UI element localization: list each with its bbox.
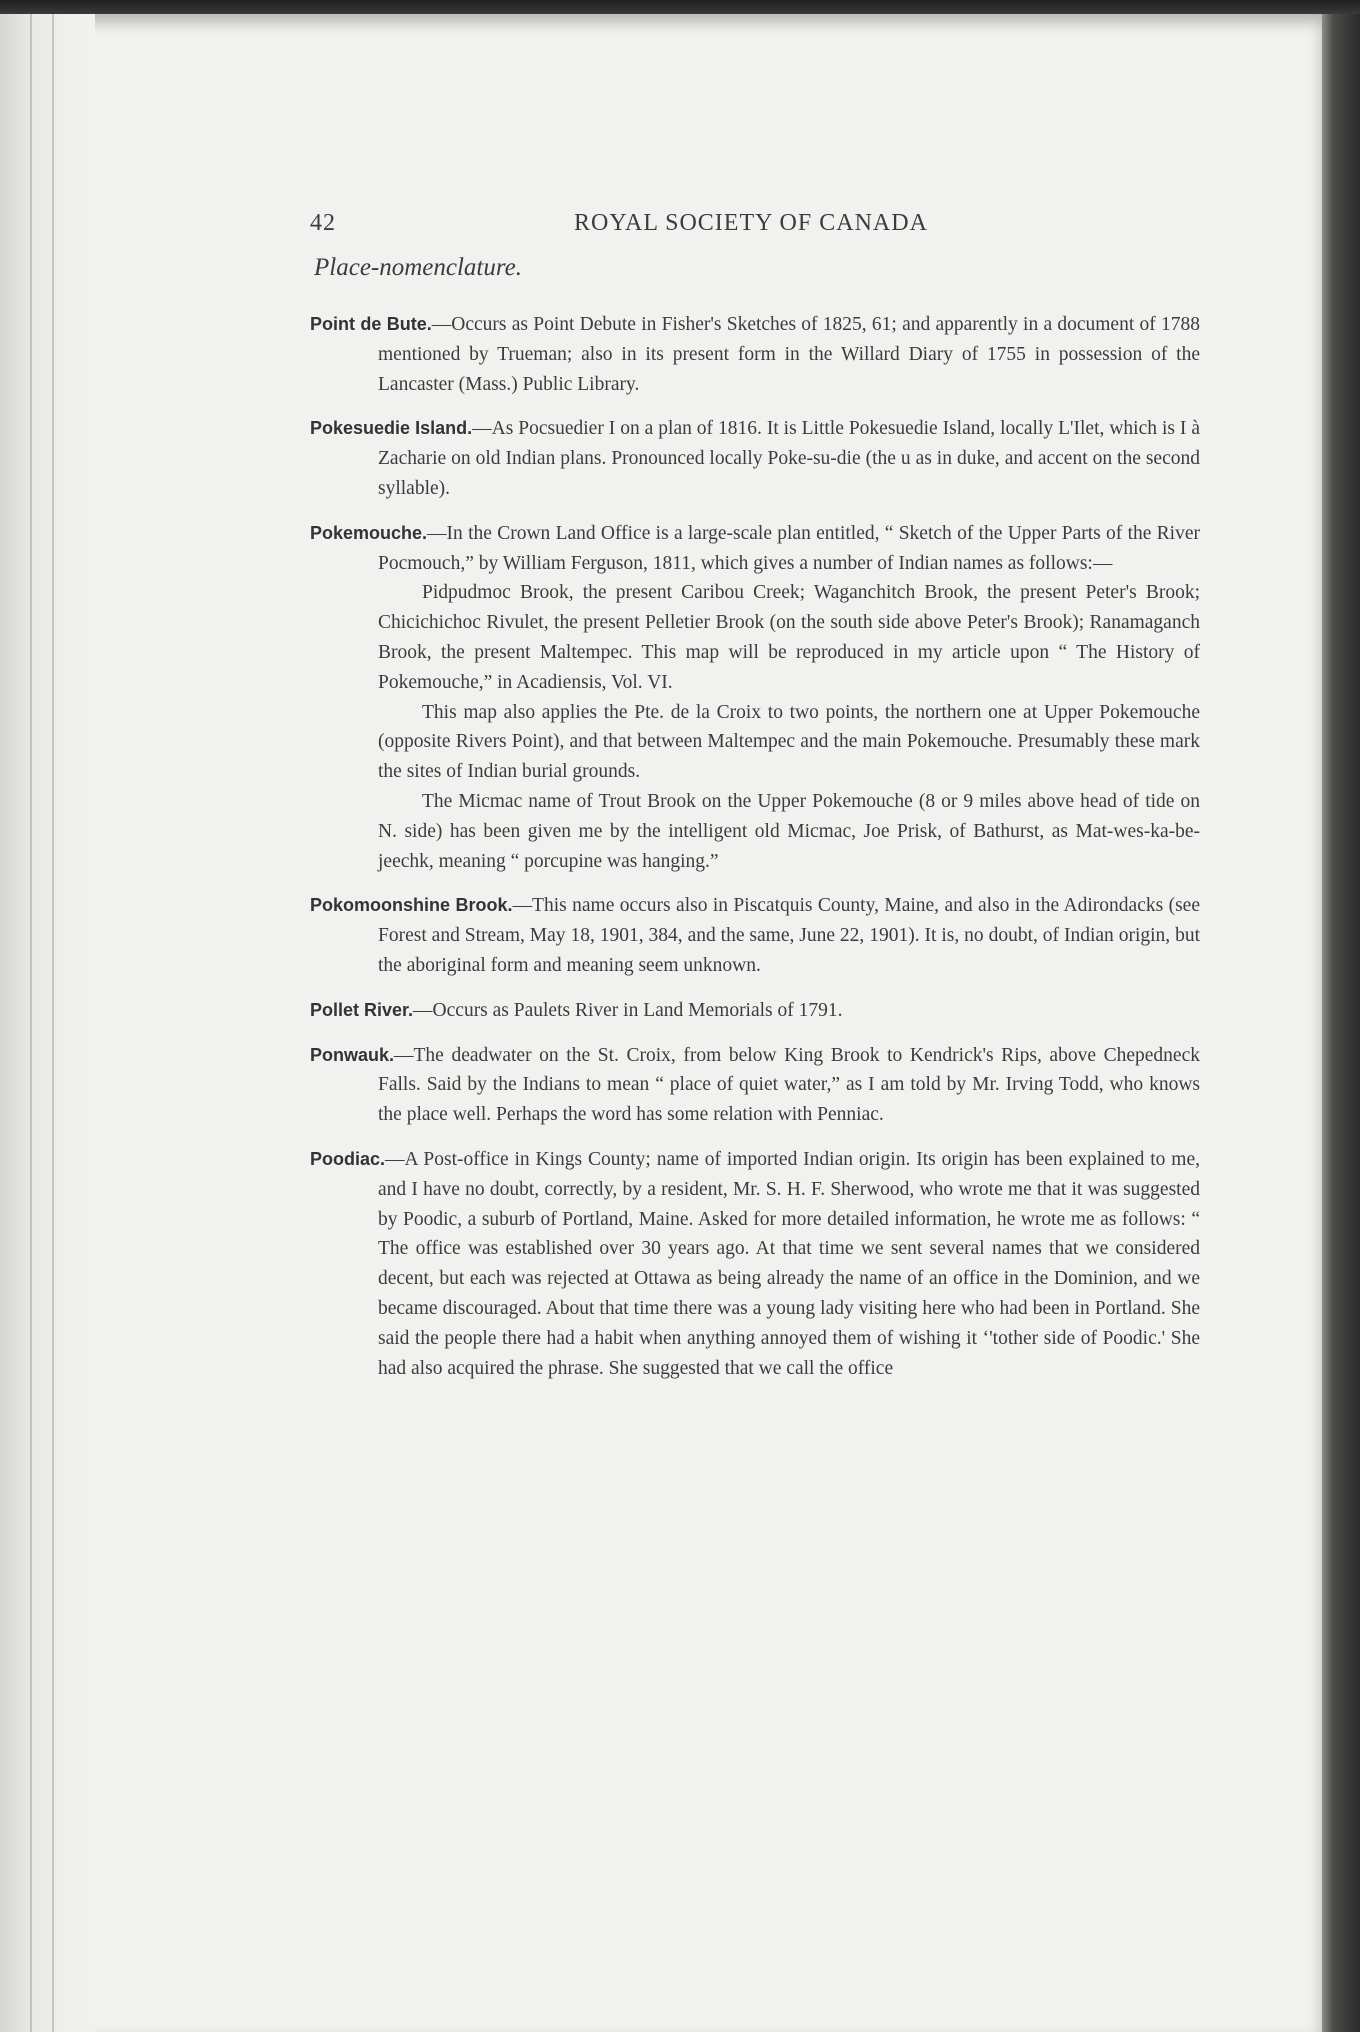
running-head [310,210,1200,250]
entry-head: Pokomoonshine Brook. [310,895,513,916]
entry-body: —In the Crown Land Office is a large-scale plan entitled, “ Sketch of the Upper Parts of the River Pocmouch,” by William Ferguson, 1811, which gives a number of Indian names as follows:— [378,522,1200,574]
entry-head: Pokesuedie Island. [310,418,473,439]
entry-pokesuedie-island [310,414,1200,503]
entry-pollet-river [310,996,1200,1026]
entry-paragraph: This map also applies the Pte. de la Croix to two points, the northern one at Upper Pokemouche (opposite Rivers Point), and that between Maltempec and the main Pokemouche. Presumably these mark the sites of Indian burial grounds. [378,701,1200,783]
entry-pokemouche [310,519,1200,579]
book-binding-gutter [0,14,95,2032]
entry-head: Point de Bute. [310,314,432,334]
entry-head: Pokemouche. [310,522,428,543]
entry-body: —As Pocsuedier I on a plan of 1816. It is Little Pokesuedie Island, locally L'Ilet, which is I à Zacharie on old Indian plans. Pronounced locally Poke-su-die (the u as in duke, and accent on the second syllable). [378,418,1200,499]
entry-body: —A Post-office in Kings County; name of imported Indian origin. Its origin has been explained to me, and I have no doubt, correctly, by a resident, Mr. S. H. F. Sherwood, who wrote me that it was suggested by Poodic, a suburb of Portland, Maine. Asked for more detailed information, he wrote me as follows: “ The office was established over 30 years ago. At that time we sent several names that we considered decent, but each was rejected at Ottawa as being already the name of an office in the Dominion, and we became discouraged. About that time there was a young lady visiting here who had been in Portland. She said the people there had a habit when anything annoyed them of wishing it ‘'tother side of Poodic.' She had also acquired the phrase. She suggested that we call the office [378,1148,1200,1379]
running-title: ROYAL SOCIETY OF CANADA [574,210,928,236]
entry-paragraph: Pidpudmoc Brook, the present Caribou Creek; Waganchitch Brook, the present Peter's Brook; Chicichichoc Rivulet, the present Pelletier Brook (on the south side above Peter's Brook); Ranamaganch Brook, the present Maltempec. This map will be reproduced in my article upon “ The History of Pokemouche,” in Acadiensis, Vol. VI. [378,582,1200,693]
entry-body: —The deadwater on the St. Croix, from below King Brook to Kendrick's Rips, above Chepedneck Falls. Said by the Indians to mean “ place of quiet water,” as I am told by Mr. Irving Todd, who knows the place well. Perhaps the word has some relation with Penniac. [378,1044,1200,1126]
binding-edge-line [30,14,32,2032]
entry-head: Ponwauk. [310,1044,395,1065]
page-edge-shadow [1322,14,1360,2032]
entry-paragraph: The Micmac name of Trout Brook on the Upper Pokemouche (8 or 9 miles above head of tide on N. side) has been given me by the intelligent old Micmac, Joe Prisk, of Bathurst, as Mat-wes-ka-be-jeechk, meaning “ porcupine was hanging.” [378,790,1200,872]
entry-ponwauk [310,1041,1200,1130]
binding-edge-line [52,14,54,2032]
entry-head: Pollet River. [310,999,414,1020]
entry-point-de-bute [310,310,1200,399]
entry-body: —Occurs as Point Debute in Fisher's Sketches of 1825, 61; and apparently in a document of 1788 mentioned by Trueman; also in its present form in the Willard Diary of 1755 in possession of the Lancaster (Mass.) Public Library. [378,314,1200,395]
entry-body: —This name occurs also in Piscatquis County, Maine, and also in the Adirondacks (see Forest and Stream, May 18, 1901, 384, and the same, June 22, 1901). It is, no doubt, of Indian origin, but the aboriginal form and meaning seem unknown. [378,895,1200,976]
entry-body: —Occurs as Paulets River in Land Memorials of 1791. [413,999,843,1021]
entry-poodiac [310,1145,1200,1383]
entry-pokomoonshine-brook [310,891,1200,980]
page-number: 42 [310,210,336,236]
page-content [310,210,1200,1398]
entry-head: Poodiac. [310,1148,386,1169]
section-title: Place-nomenclature. [314,254,523,281]
